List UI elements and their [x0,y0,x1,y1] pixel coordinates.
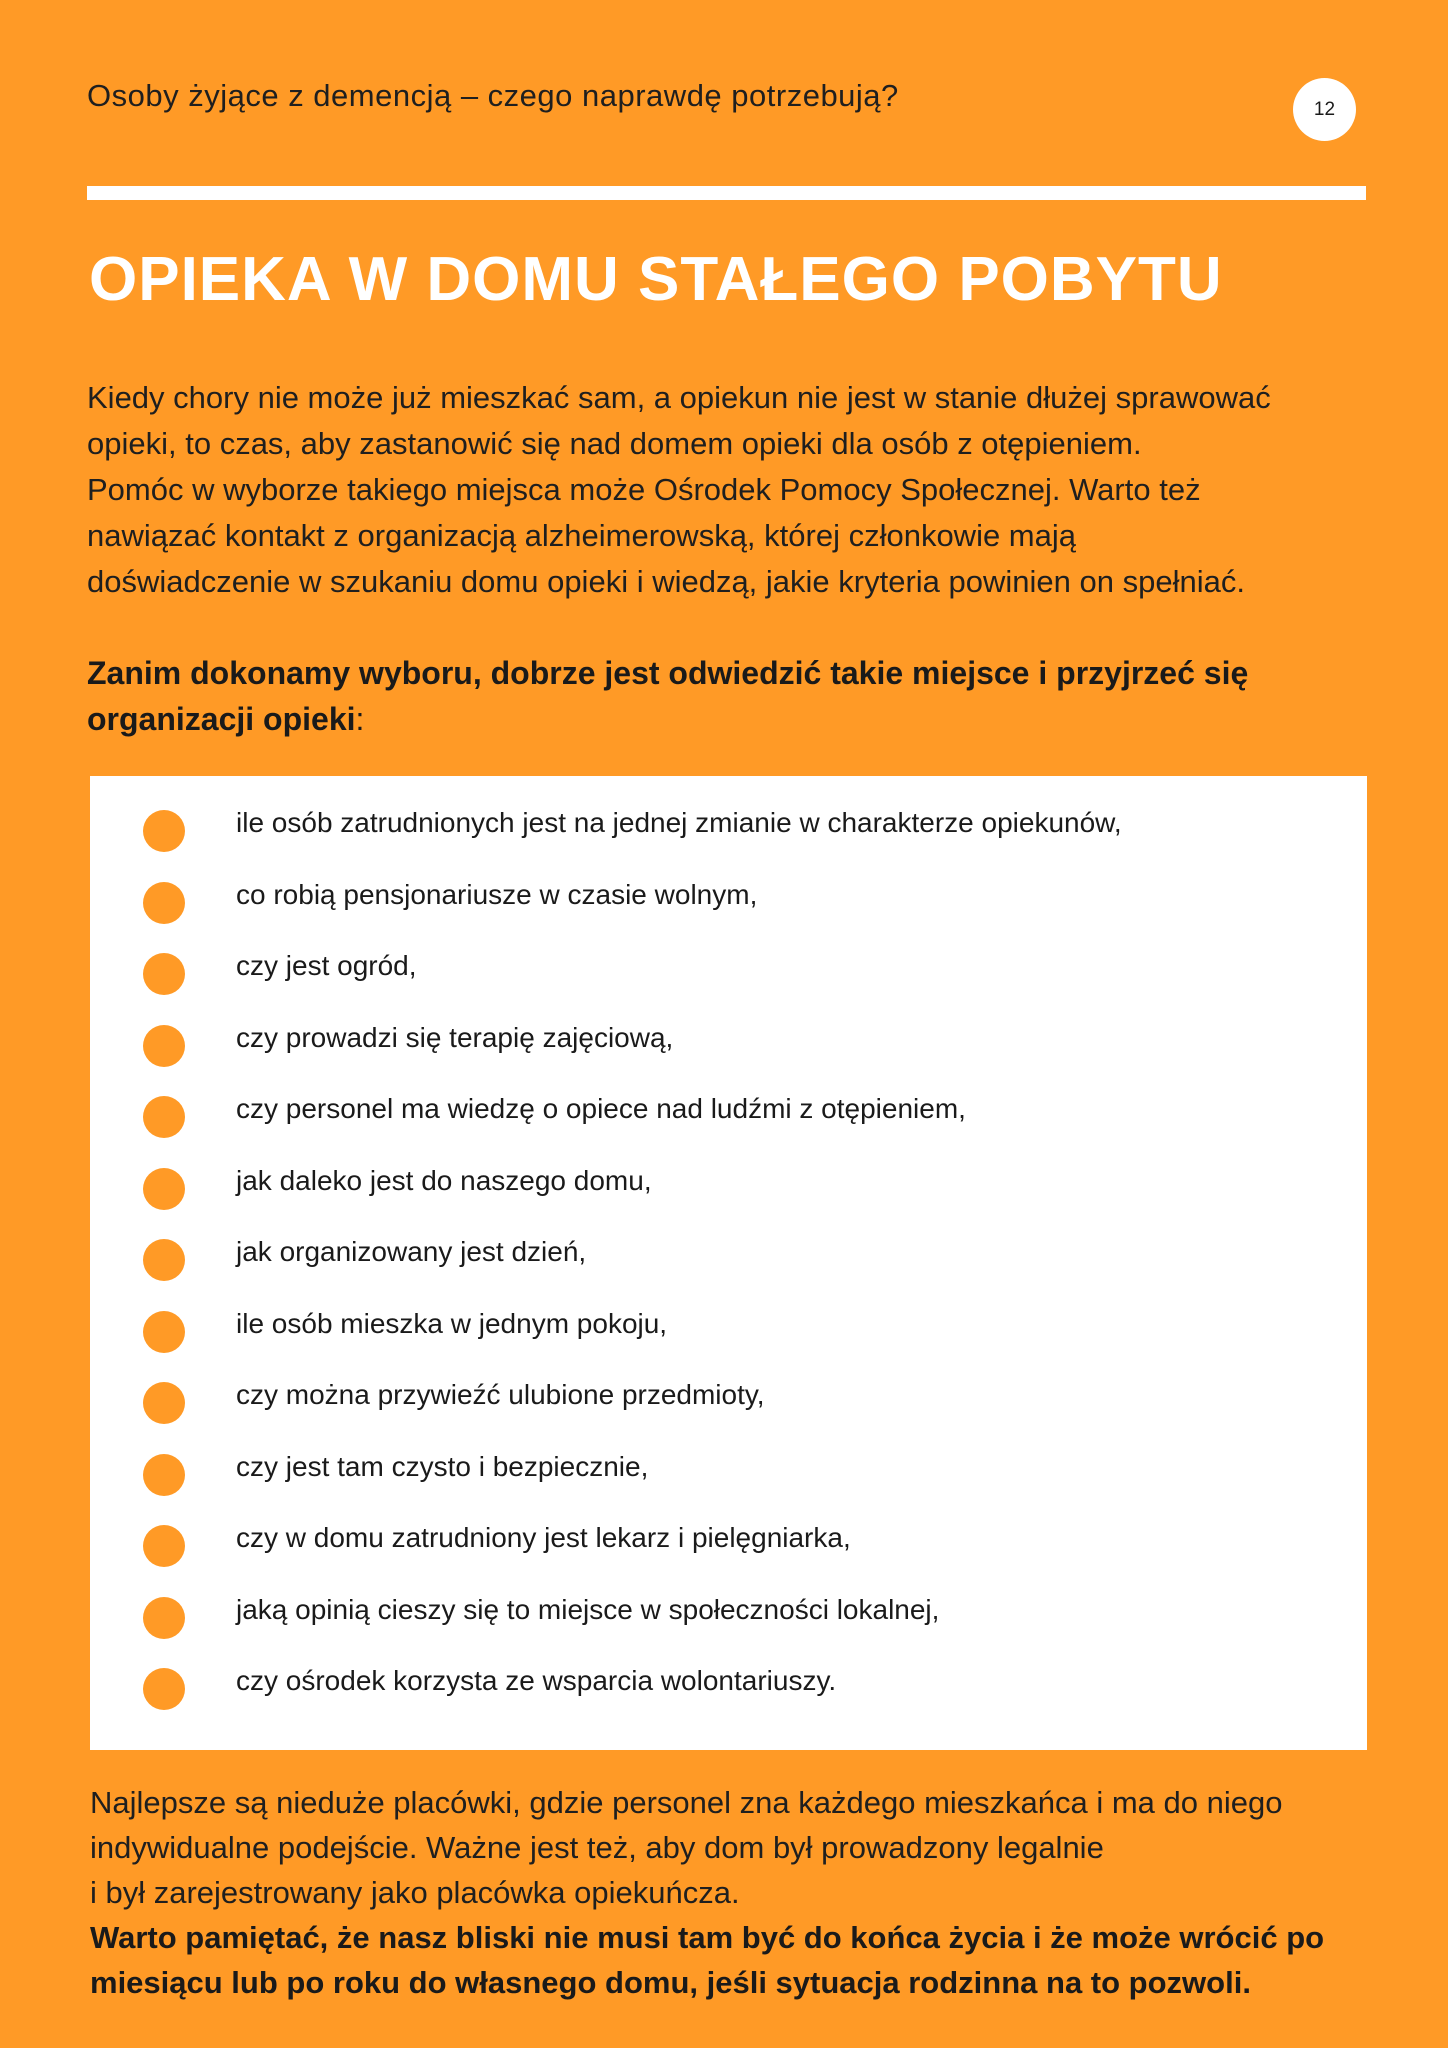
bullet-icon [143,1311,185,1353]
bullet-icon [143,1597,185,1639]
list-item-text: czy prowadzi się terapię zajęciową, [236,1021,674,1053]
list-item-text: jak organizowany jest dzień, [236,1236,587,1267]
intro-line: opieki, to czas, aby zastanowić się nad domem opieki dla osób z otępieniem. [87,426,1142,461]
lead-suffix: : [355,701,365,737]
lead-bold-text: Zanim dokonamy wyboru, dobrze jest odwiedzić takie miejsce i przyjrzeć się organizacji opieki [87,655,1249,737]
list-item-text: ile osób zatrudnionych jest na jednej zmianie w charakterze opiekunów, [236,807,1122,838]
bullet-icon [143,953,185,995]
list-item [90,1518,1367,1590]
list-item-text: co robią pensjonariusze w czasie wolnym, [236,878,758,910]
lead-paragraph [87,650,1377,742]
bullet-icon [143,1025,185,1067]
list-item-text: czy w domu zatrudniony jest lekarz i pielęgniarka, [236,1522,851,1553]
list-item-text: jaką opinią cieszy się to miejsce w społeczności lokalnej, [236,1593,940,1625]
list-item [90,1089,1367,1161]
page-number: 12 [1313,98,1336,120]
list-item [90,875,1367,947]
list-item [90,1232,1367,1304]
closing-line: i był zarejestrowany jako placówka opiekuńcza. [90,1875,740,1910]
checklist-panel [90,776,1367,1750]
bullet-icon [143,1668,185,1710]
list-item-text: czy można przywieźć ulubione przedmioty, [236,1379,765,1410]
list-item [90,1018,1367,1090]
page-number-badge [1293,78,1356,141]
list-item-text: czy personel ma wiedzę o opiece nad ludźmi z otępieniem, [236,1093,966,1124]
list-item [90,1375,1367,1447]
intro-line: doświadczenie w szukaniu domu opieki i wiedzą, jakie kryteria powinien on spełniać. [87,564,1245,599]
page-header-title: Osoby żyjące z demencją – czego naprawdę potrzebują? [87,78,899,113]
bullet-icon [143,810,185,852]
closing-bold-note: Warto pamiętać, że nasz bliski nie musi tam być do końca życia i że może wrócić po miesiącu lub po roku do własnego domu, jeśli sytuacja rodzinna na to pozwoli. [90,1920,1325,2000]
intro-line: Pomóc w wyborze takiego miejsca może Ośrodek Pomocy Społecznej. Warto też [87,472,1201,507]
list-item-text: czy ośrodek korzysta ze wsparcia wolontariuszy. [236,1665,837,1696]
list-item [90,1161,1367,1233]
list-item-text: ile osób mieszka w jednym pokoju, [236,1307,668,1339]
bullet-icon [143,1096,185,1138]
intro-line: nawiązać kontakt z organizacją alzheimerowską, której członkowie mają [87,518,1077,553]
bullet-icon [143,1239,185,1281]
bullet-icon [143,1525,185,1567]
header-divider [87,186,1366,200]
closing-line: indywidualne podejście. Ważne jest też, aby dom był prowadzony legalnie [90,1830,1104,1865]
list-item [90,1304,1367,1376]
checklist [90,803,1367,1733]
closing-paragraph [90,1780,1380,2005]
list-item-text: czy jest ogród, [236,950,417,981]
list-item [90,803,1367,875]
bullet-icon [143,1382,185,1424]
list-item [90,1447,1367,1519]
list-item [90,946,1367,1018]
closing-line: Najlepsze są nieduże placówki, gdzie personel zna każdego mieszkańca i ma do niego [90,1785,1283,1820]
bullet-icon [143,1168,185,1210]
bullet-icon [143,882,185,924]
list-item [90,1590,1367,1662]
list-item-text: czy jest tam czysto i bezpiecznie, [236,1450,649,1482]
intro-line: Kiedy chory nie może już mieszkać sam, a opiekun nie jest w stanie dłużej sprawować [87,380,1271,415]
intro-paragraph [87,375,1377,605]
section-heading: OPIEKA W DOMU STAŁEGO POBYTU [89,245,1223,314]
bullet-icon [143,1454,185,1496]
list-item [90,1661,1367,1733]
list-item-text: jak daleko jest do naszego domu, [236,1164,652,1196]
